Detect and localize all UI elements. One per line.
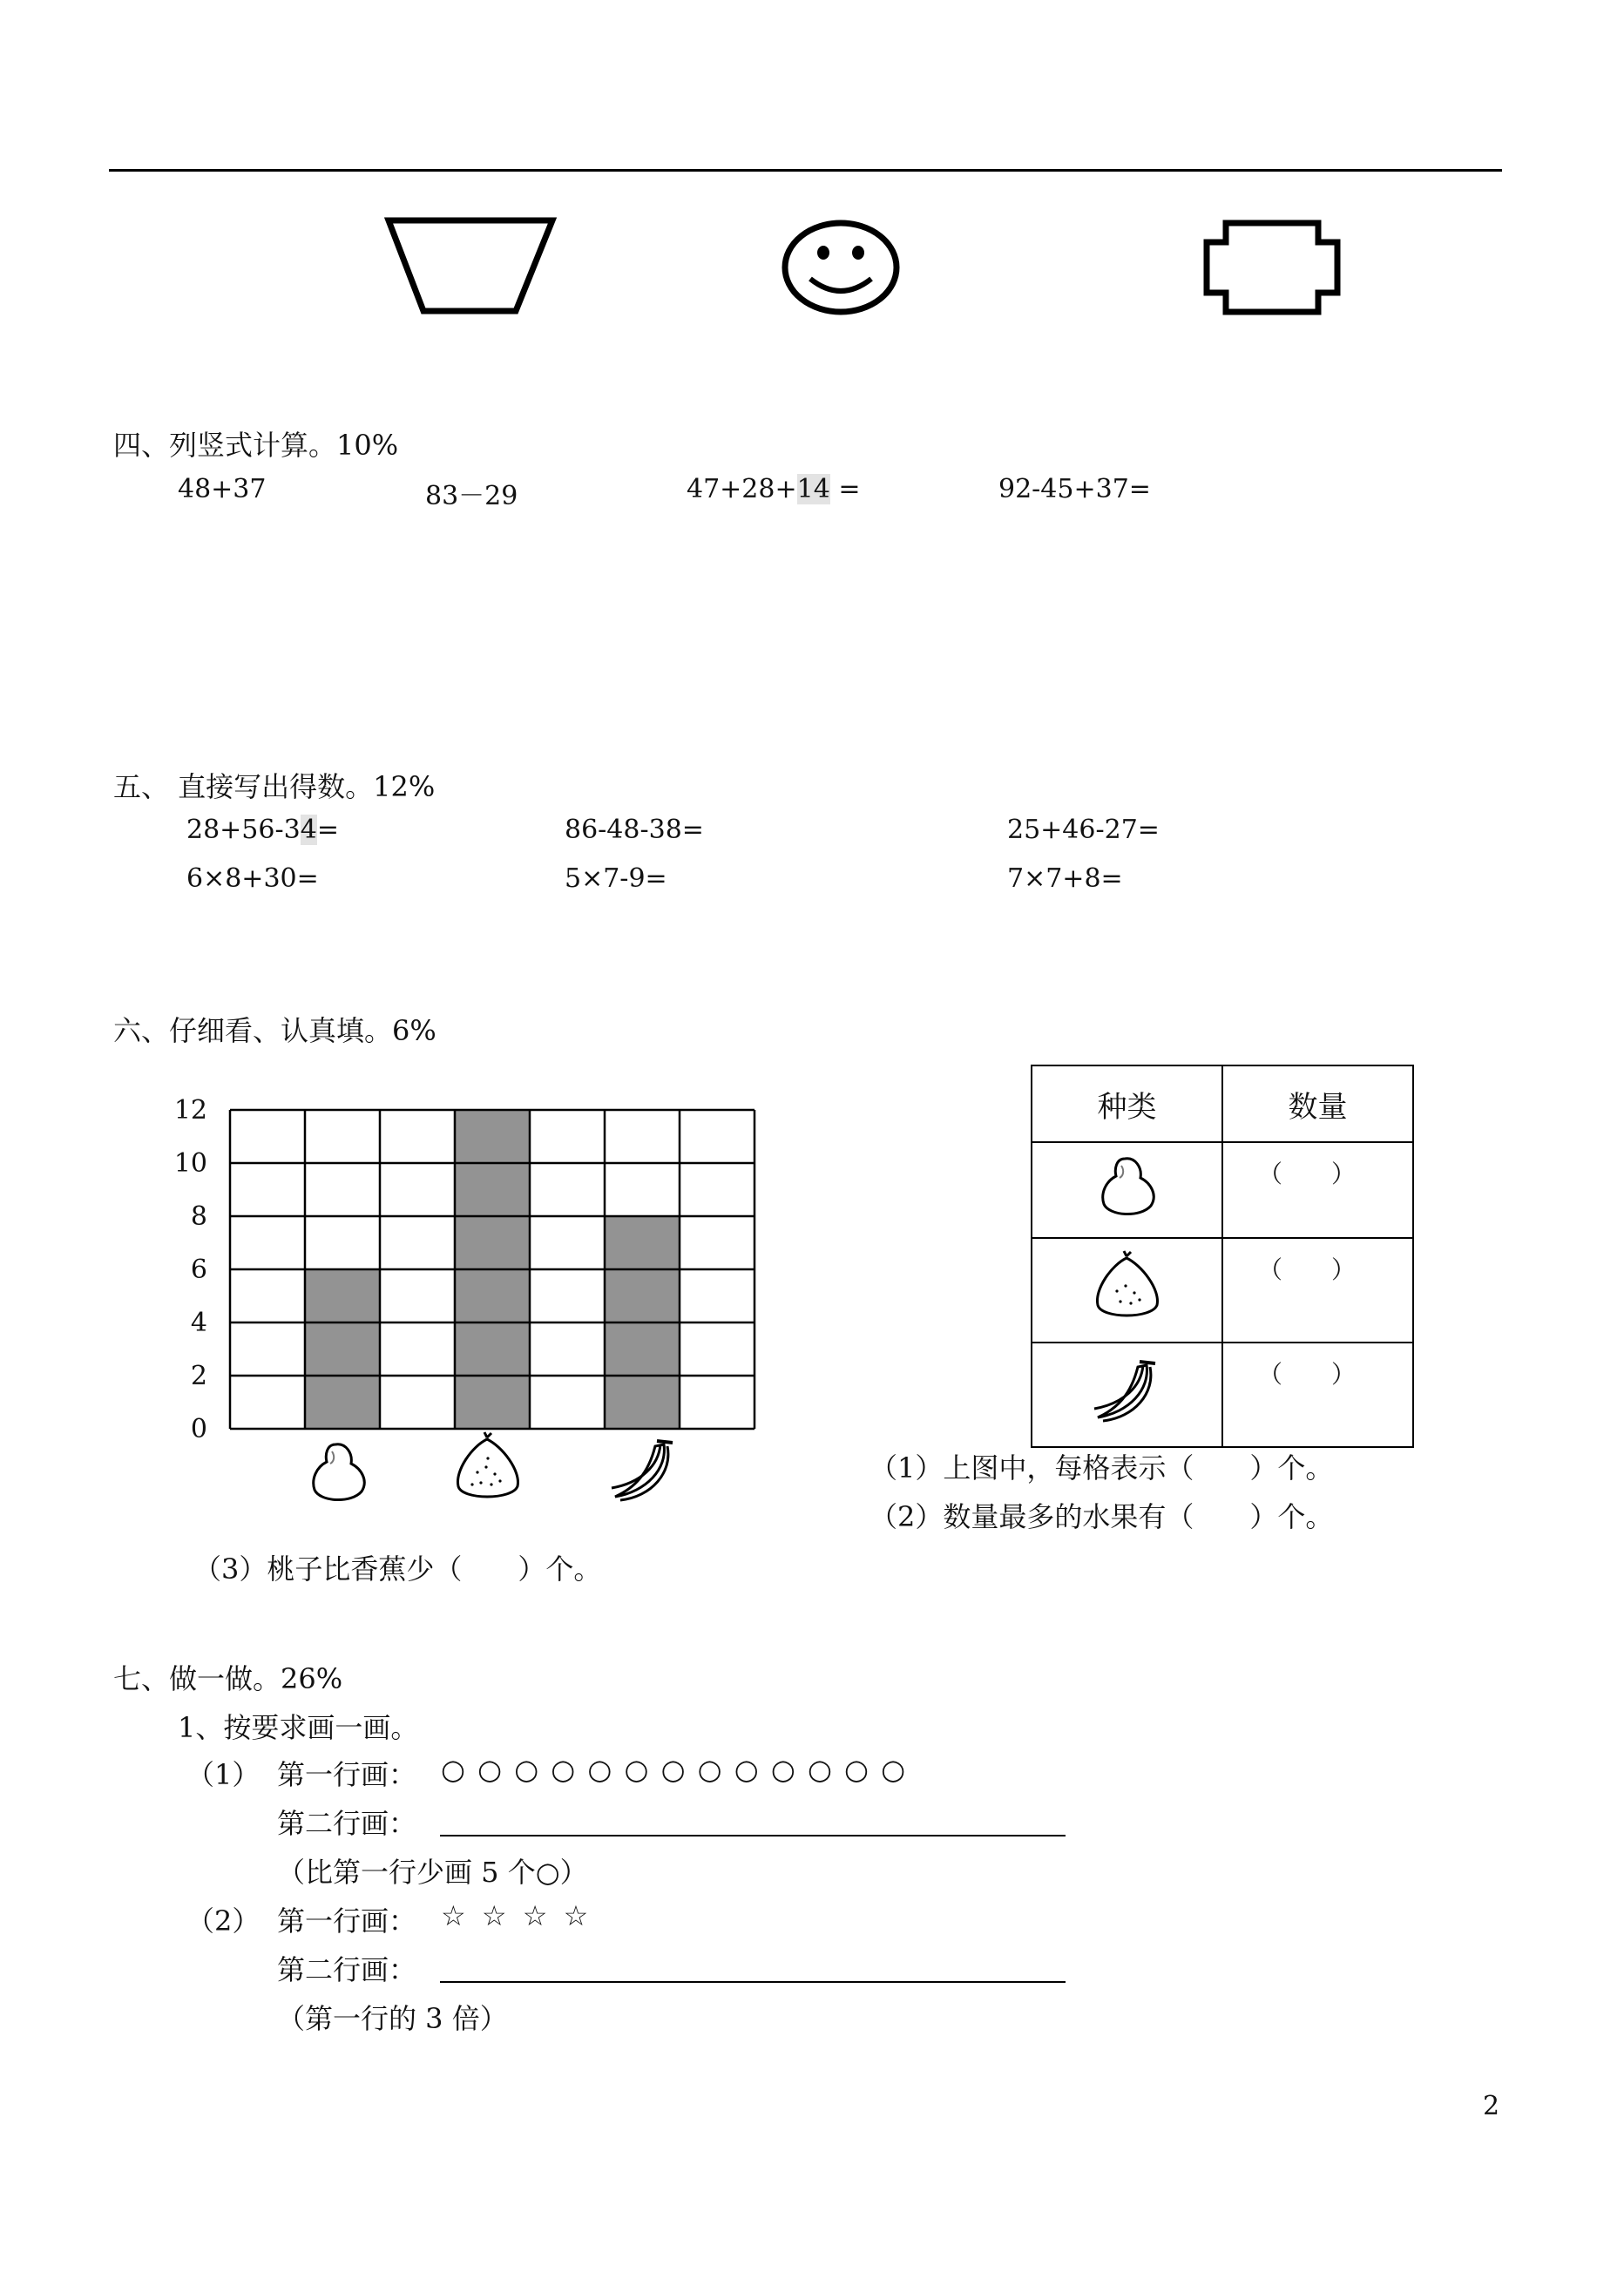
q5-row1-item-1-b: =: [316, 815, 339, 845]
y-tick-label: 12: [173, 1095, 207, 1126]
trapezoid-shape: [383, 213, 558, 318]
q7-part2-row2-label: 第二行画：: [277, 1953, 417, 1986]
peach-icon: [446, 1429, 529, 1507]
header-rule: [109, 169, 1502, 172]
banana-icon: [1086, 1356, 1168, 1426]
q7-part2-row1-label: 第一行画：: [277, 1904, 417, 1938]
q5-row2-item-2: 5×7-9=: [565, 863, 667, 894]
q6-sub3: （3）桃子比香蕉少（ ）个。: [193, 1552, 602, 1586]
q5-row1-item-1-highlight: 4: [300, 815, 317, 845]
q7-part1-note: （比第一行少画 5 个○）: [277, 1856, 588, 1889]
q4-item-1: 48+37: [178, 474, 267, 504]
table-cell-pear: [1032, 1142, 1222, 1238]
q6-title: 六、仔细看、认真填。6%: [113, 1014, 436, 1047]
peach-icon: [1086, 1248, 1168, 1326]
table-header-count: 数量: [1222, 1065, 1413, 1142]
q7-part1-row2-label: 第二行画：: [277, 1807, 417, 1840]
q5-title: 五、 直接写出得数。12%: [113, 770, 436, 803]
q4-item-3: [687, 474, 861, 504]
y-tick-label: 2: [190, 1361, 207, 1391]
pear-icon: [1090, 1152, 1164, 1221]
q5-row1-item-2: 86-48-38=: [565, 815, 704, 845]
banana-icon: [603, 1436, 686, 1505]
q7-part2-answer-line[interactable]: [440, 1981, 1066, 1983]
table-cell-peach: [1032, 1238, 1222, 1343]
y-tick-label: 4: [190, 1308, 207, 1338]
table-header-type: 种类: [1032, 1065, 1222, 1142]
table-count-banana[interactable]: （ ）: [1222, 1343, 1413, 1447]
q7-part1-label: （1）: [186, 1758, 261, 1791]
q4-item-4: 92-45+37=: [998, 474, 1151, 504]
q7-part1-circles: ○ ○ ○ ○ ○ ○ ○ ○ ○ ○ ○ ○ ○: [441, 1753, 908, 1786]
q4-item-3-a: 47+28+: [687, 474, 797, 504]
q7-title: 七、做一做。26%: [113, 1662, 343, 1695]
q5-row2-item-1: 6×8+30=: [186, 863, 319, 894]
bar-pear: [305, 1269, 380, 1429]
q7-part2-note: （第一行的 3 倍）: [277, 2002, 508, 2035]
q7-part1-row1-label: 第一行画：: [277, 1758, 417, 1791]
q6-sub2: （2）数量最多的水果有（ ）个。: [870, 1500, 1334, 1533]
y-tick-label: 10: [173, 1148, 207, 1179]
y-tick-label: 0: [190, 1414, 207, 1444]
q7-part1-answer-line[interactable]: [440, 1835, 1066, 1836]
y-tick-label: 6: [190, 1255, 207, 1285]
q5-row2-item-3: 7×7+8=: [1007, 863, 1123, 894]
table-count-pear[interactable]: （ ）: [1222, 1142, 1413, 1238]
q7-part2-stars: ☆ ☆ ☆ ☆: [441, 1899, 592, 1932]
q7-subtitle: 1、按要求画一画。: [178, 1711, 419, 1744]
y-tick-label: 8: [190, 1201, 207, 1232]
smiley-face-icon: [780, 218, 902, 318]
fruit-count-table: [1031, 1065, 1414, 1448]
q4-item-2: 83－29: [425, 481, 518, 511]
pear-icon: [301, 1437, 375, 1507]
q5-row1-item-1: [186, 815, 339, 845]
q4-item-3-b: =: [829, 474, 861, 504]
q4-item-3-highlight: 14: [796, 474, 830, 504]
q5-row1-item-3: 25+46-27=: [1007, 815, 1160, 845]
q4-title: 四、列竖式计算。10%: [113, 429, 399, 462]
q5-row1-item-1-a: 28+56-3: [186, 815, 301, 845]
q6-sub1: （1）上图中，每格表示（ ）个。: [870, 1451, 1334, 1485]
cross-rectangle-shape: [1198, 218, 1346, 318]
table-cell-banana: [1032, 1343, 1222, 1447]
fruit-bar-chart: [157, 1080, 767, 1446]
table-count-peach[interactable]: （ ）: [1222, 1238, 1413, 1343]
q7-part2-label: （2）: [186, 1904, 261, 1938]
page-number: 2: [1483, 2091, 1500, 2121]
